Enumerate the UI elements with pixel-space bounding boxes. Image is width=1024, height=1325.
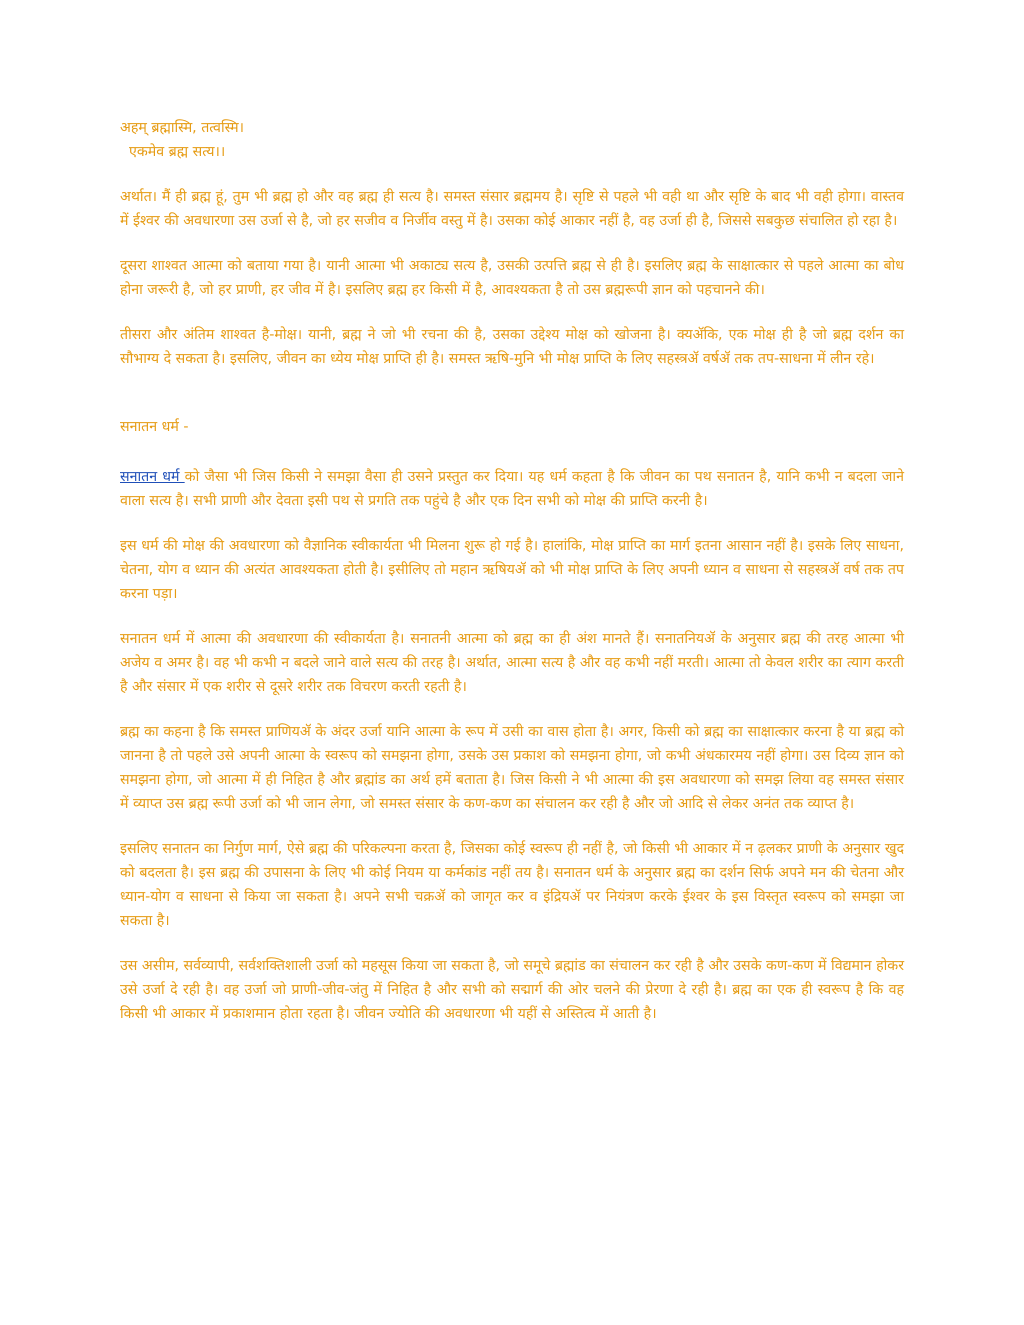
paragraph-sanatan-intro-text: को जैसा भी जिस किसी ने समझा वैसा ही उसने प्रस्तुत कर दिया। यह धर्म कहता है कि जीवन का पथ सनातन है, यानि कभी न बदला जाने वाला सत्य है। सभी प्राणी और देवता इसी पथ से प्रगति तक पहुंचे है और एक दिन सभी को मोक्ष की प्राप्ति करनी है।: [120, 469, 904, 509]
verse-line-2: एकमेव ब्रह्म सत्य।।: [129, 144, 226, 160]
paragraph-nirgun-marg: इसलिए सनातन का निर्गुण मार्ग, ऐसे ब्रह्म की परिकल्पना करता है, जिसका कोई स्वरूप ही नहीं है, जो किसी भी आकार में न ढ़लकर प्राणी के अनुसार खुद को बदलता है। इस ब्रह्म की उपासना के लिए भी कोई नियम या कर्मकांड नहीं तय है। सनातन धर्म के अनुसार ब्रह्म का दर्शन सिर्फ अपने मन की चेतना और ध्यान-योग व साधना से किया जा सकता है। अपने सभी चक्रॲ को जागृत कर व इंद्रियॲ पर नियंत्रण करके ईश्वर के इस विस्तृत स्वरूप को समझा जा सकता है।: [120, 841, 904, 929]
paragraph-moksha: तीसरा और अंतिम शाश्वत है-मोक्ष। यानी, ब्रह्म ने जो भी रचना की है, उसका उद्देश्य मोक्ष को खोजना है। क्यॲकि, एक मोक्ष ही है जो ब्रह्म दर्शन का सौभाग्य दे सकता है। इसलिए, जीवन का ध्येय मोक्ष प्राप्ति ही है। समस्त ऋषि-मुनि भी मोक्ष प्राप्ति के लिए सहस्त्रॲ वर्षॲ तक तप-साधना में लीन रहे।: [120, 327, 904, 367]
paragraph-atma-concept: सनातन धर्म में आत्मा की अवधारणा की स्वीकार्यता है। सनातनी आत्मा को ब्रह्म का ही अंश मानते हैं। सनातनियॲ के अनुसार ब्रह्म की तरह आत्मा भी अजेय व अमर है। वह भी कभी न बदले जाने वाले सत्य की तरह है। अर्थात, आत्मा सत्य है और वह कभी नहीं मरती। आत्मा तो केवल शरीर का त्याग करती है और संसार में एक शरीर से दूसरे शरीर तक विचरण करती रहती है।: [120, 631, 904, 695]
paragraph-brahma-energy: ब्रह्म का कहना है कि समस्त प्राणियॲ के अंदर उर्जा यानि आत्मा के रूप में उसी का वास होता है। अगर, किसी को ब्रह्म का साक्षात्कार करना है या ब्रह्म को जानना है तो पहले उसे अपनी आत्मा के स्वरूप को समझना होगा, उसके उस प्रकाश को समझना होगा, जो कभी अंधकारमय नहीं होगा। उस दिव्य ज्ञान को समझना होगा, जो आत्मा में ही निहित है और ब्रह्मांड का अर्थ हमें बताता है। जिस किसी ने भी आत्मा की इस अवधारणा को समझ लिया वह समस्त संसार में व्याप्त उस ब्रह्म रूपी उर्जा को भी जान लेगा, जो समस्त संसार के कण-कण का संचालन कर रही है और जो आदि से लेकर अनंत तक व्याप्त है।: [120, 724, 904, 812]
section-heading: सनातन धर्म -: [120, 419, 189, 435]
document-page: [120, 116, 904, 1047]
sanatan-dharma-link[interactable]: सनातन धर्म: [120, 469, 185, 485]
paragraph-sanatan-intro: [120, 465, 904, 513]
paragraph-atma: दूसरा शाश्वत आत्मा को बताया गया है। यानी आत्मा भी अकाट्य सत्य है, उसकी उत्पत्ति ब्रह्म से ही है। इसलिए ब्रह्म के साक्षात्कार से पहले आत्मा का बोध होना जरूरी है, जो हर प्राणी, हर जीव में है। इसलिए ब्रह्म हर किसी में है, आवश्यकता है तो उस ब्रह्मरूपी ज्ञान को पहचानने की।: [120, 258, 904, 298]
verse-block: [120, 116, 904, 164]
verse-line-1: अहम् ब्रह्मास्मि, तत्वस्मि।: [120, 120, 244, 136]
paragraph-moksha-science: इस धर्म की मोक्ष की अवधारणा को वैज्ञानिक स्वीकार्यता भी मिलना शुरू हो गई है। हालांकि, मोक्ष प्राप्ति का मार्ग इतना आसान नहीं है। इसके लिए साधना, चेतना, योग व ध्यान की अत्यंत आवश्यकता होती है। इसीलिए तो महान ऋषियॲ को भी मोक्ष प्राप्ति के लिए अपनी ध्यान व साधना से सहस्त्रॲ वर्ष तक तप करना पड़ा।: [120, 538, 904, 602]
paragraph-infinite-energy: उस असीम, सर्वव्यापी, सर्वशक्तिशाली उर्जा को महसूस किया जा सकता है, जो समूचे ब्रह्मांड का संचालन कर रही है और उसके कण-कण में विद्यमान होकर उसे उर्जा दे रही है। वह उर्जा जो प्राणी-जीव-जंतु में निहित है और सभी को सद्मार्ग की ओर चलने की प्रेरणा दे रही है। ब्रह्म का एक ही स्वरूप है कि वह किसी भी आकार में प्रकाशमान होता रहता है। जीवन ज्योति की अवधारणा भी यहीं से अस्तित्व में आती है।: [120, 958, 904, 1022]
paragraph-meaning: अर्थात। मैं ही ब्रह्म हूं, तुम भी ब्रह्म हो और वह ब्रह्म ही सत्य है। समस्त संसार ब्रह्ममय है। सृष्टि से पहले भी वही था और सृष्टि के बाद भी वही होगा। वास्तव में ईश्वर की अवधारणा उस उर्जा से है, जो हर सजीव व निर्जीव वस्तु में है। उसका कोई आकार नहीं है, वह उर्जा ही है, जिससे सबकुछ संचालित हो रहा है।: [120, 189, 904, 229]
